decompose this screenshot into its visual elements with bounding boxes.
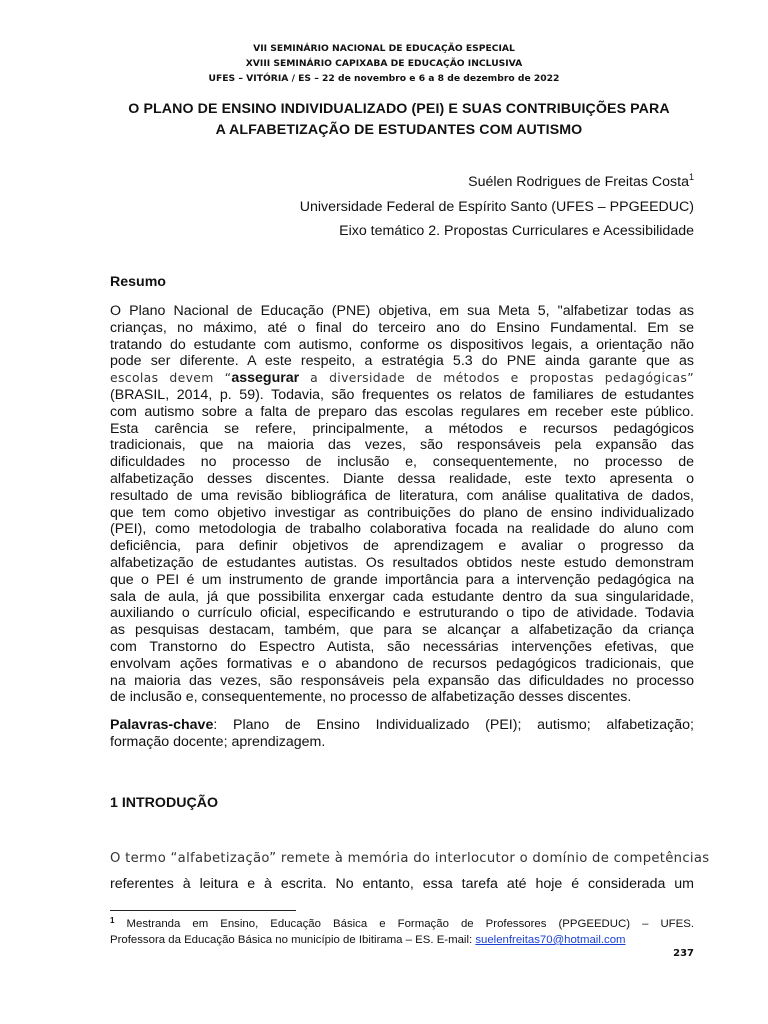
quote-pre: escolas devem “	[110, 370, 232, 386]
abstract-line: auxiliando o currículo oficial, especificando e estruturando o tipo de atividade. Todavia	[110, 605, 694, 622]
footnote-text-1: Mestranda em Ensino, Educação Básica e Formação de Professores (PPGEEDUC) – UFES.	[114, 918, 694, 930]
abstract-line: com Transtorno do Espectro Autista, são necessárias intervenções efetivas, que	[110, 638, 694, 655]
abstract-line: (BRASIL, 2014, p. 59). Todavia, são frequentes os relatos de familiares de estudantes	[110, 386, 694, 403]
abstract-line: Esta carência se refere, principalmente, a métodos e recursos pedagógicos	[110, 420, 694, 437]
introduction-line-1: O termo “alfabetização” remete à memória do interlocutor o domínio de competências	[110, 851, 710, 866]
seminar-header	[0, 41, 768, 86]
abstract-line: dificuldades no processo de inclusão e, consequentemente, no processo de	[110, 454, 694, 471]
abstract-body	[110, 303, 694, 706]
thematic-axis: Eixo temático 2. Propostas Curriculares e Acessibilidade	[339, 223, 694, 239]
abstract-line: que tem como objetivo investigar as contribuições do plano de ensino individualizado	[110, 504, 694, 521]
author-name-text: Suélen Rodrigues de Freitas Costa	[468, 174, 689, 190]
footnote-text-2: Professora da Educação Básica no município de Ibitirama – ES. E-mail:	[110, 934, 476, 946]
abstract-line: as pesquisas destacam, também, que para se alcançar a alfabetização da criança	[110, 622, 694, 639]
introduction-line-2: referentes à leitura e à escrita. No entanto, essa tarefa até hoje é considerada um	[110, 876, 694, 892]
abstract-line: envolvam ações formativas e o abandono de recursos pedagógicos tradicionais, que	[110, 655, 694, 672]
quote-post: a diversidade de métodos e propostas pedagógicas”	[299, 370, 694, 386]
abstract-line: na maioria das vezes, são responsáveis pela expansão das dificuldades no processo	[110, 672, 694, 689]
abstract-line: pode ser diferente. A este respeito, a estratégia 5.3 do PNE ainda garante que as	[110, 353, 694, 370]
keywords-line-2: formação docente; aprendizagem.	[110, 734, 326, 750]
paper-title	[96, 99, 702, 141]
title-line-1: O PLANO DE ENSINO INDIVIDUALIZADO (PEI) E SUAS CONTRIBUIÇÕES PARA	[128, 101, 670, 117]
abstract-line: O Plano Nacional de Educação (PNE) objetiva, em sua Meta 5, "alfabetizar todas as	[110, 303, 694, 319]
author-affiliation: Universidade Federal de Espírito Santo (UFES – PPGEEDUC)	[299, 199, 694, 215]
header-line-2: XVIII SEMINÁRIO CAPIXABA DE EDUCAÇÃO INCLUSIVA	[245, 58, 523, 69]
title-line-2: A ALFABETIZAÇÃO DE ESTUDANTES COM AUTISMO	[215, 122, 583, 138]
abstract-line: que o PEI é um instrumento de grande importância para a intervenção pedagógica na	[110, 571, 694, 588]
abstract-line: crianças, no máximo, até o final do terceiro ano do Ensino Fundamental. Em se	[110, 319, 694, 336]
abstract-quote-line	[110, 370, 694, 387]
quote-bold: assegurar	[231, 370, 300, 387]
abstract-line: tratando do estudante com autismo, conforme os dispositivos legais, a orientação não	[110, 336, 694, 353]
abstract-line: resultado de uma revisão bibliográfica de literatura, com análise qualitativa de dados,	[110, 487, 694, 504]
author-footnote-mark: 1	[688, 172, 694, 182]
page-number: 237	[673, 948, 694, 959]
keywords	[110, 717, 694, 751]
introduction-heading: 1 INTRODUÇÃO	[110, 795, 218, 811]
footnote-line-2	[110, 933, 694, 948]
footnote-mark: 1	[110, 916, 115, 925]
abstract-heading: Resumo	[110, 274, 166, 290]
abstract-line: tradicionais, que na maioria das vezes, são responsáveis pela expansão das	[110, 437, 694, 454]
keywords-line-1	[110, 717, 694, 734]
abstract-line: alfabetização desses discentes. Diante dessa realidade, este texto apresenta o	[110, 470, 694, 487]
footnote-divider	[110, 910, 296, 911]
author-name	[468, 172, 694, 193]
footnote-email-link[interactable]: suelenfreitas70@hotmail.com	[475, 934, 626, 946]
abstract-line: com autismo sobre a falta de preparo das escolas regulares em receber este público.	[110, 403, 694, 420]
footnote-line-1	[110, 917, 694, 932]
keywords-label: Palavras-chave	[110, 717, 214, 733]
abstract-line: alfabetização de estudantes autistas. Os resultados obtidos neste estudo demonstram	[110, 554, 694, 571]
header-line-1: VII SEMINÁRIO NACIONAL DE EDUCAÇÃO ESPECIAL	[253, 43, 515, 54]
abstract-line: sala de aula, já que possibilita enxergar cada estudante dentro da sua singularidade,	[110, 588, 694, 605]
abstract-line: (PEI), como metodologia de trabalho colaborativa focada na realidade do aluno com	[110, 521, 694, 538]
header-line-3: UFES – VITÓRIA / ES – 22 de novembro e 6 a 8 de dezembro de 2022	[208, 73, 560, 84]
abstract-line: de inclusão e, consequentemente, no processo de alfabetização desses discentes.	[110, 689, 632, 706]
abstract-line: deficiência, para definir objetivos de aprendizagem e avaliar o progresso da	[110, 538, 694, 555]
keywords-list-1: : Plano de Ensino Individualizado (PEI); autismo; alfabetização;	[213, 717, 694, 733]
